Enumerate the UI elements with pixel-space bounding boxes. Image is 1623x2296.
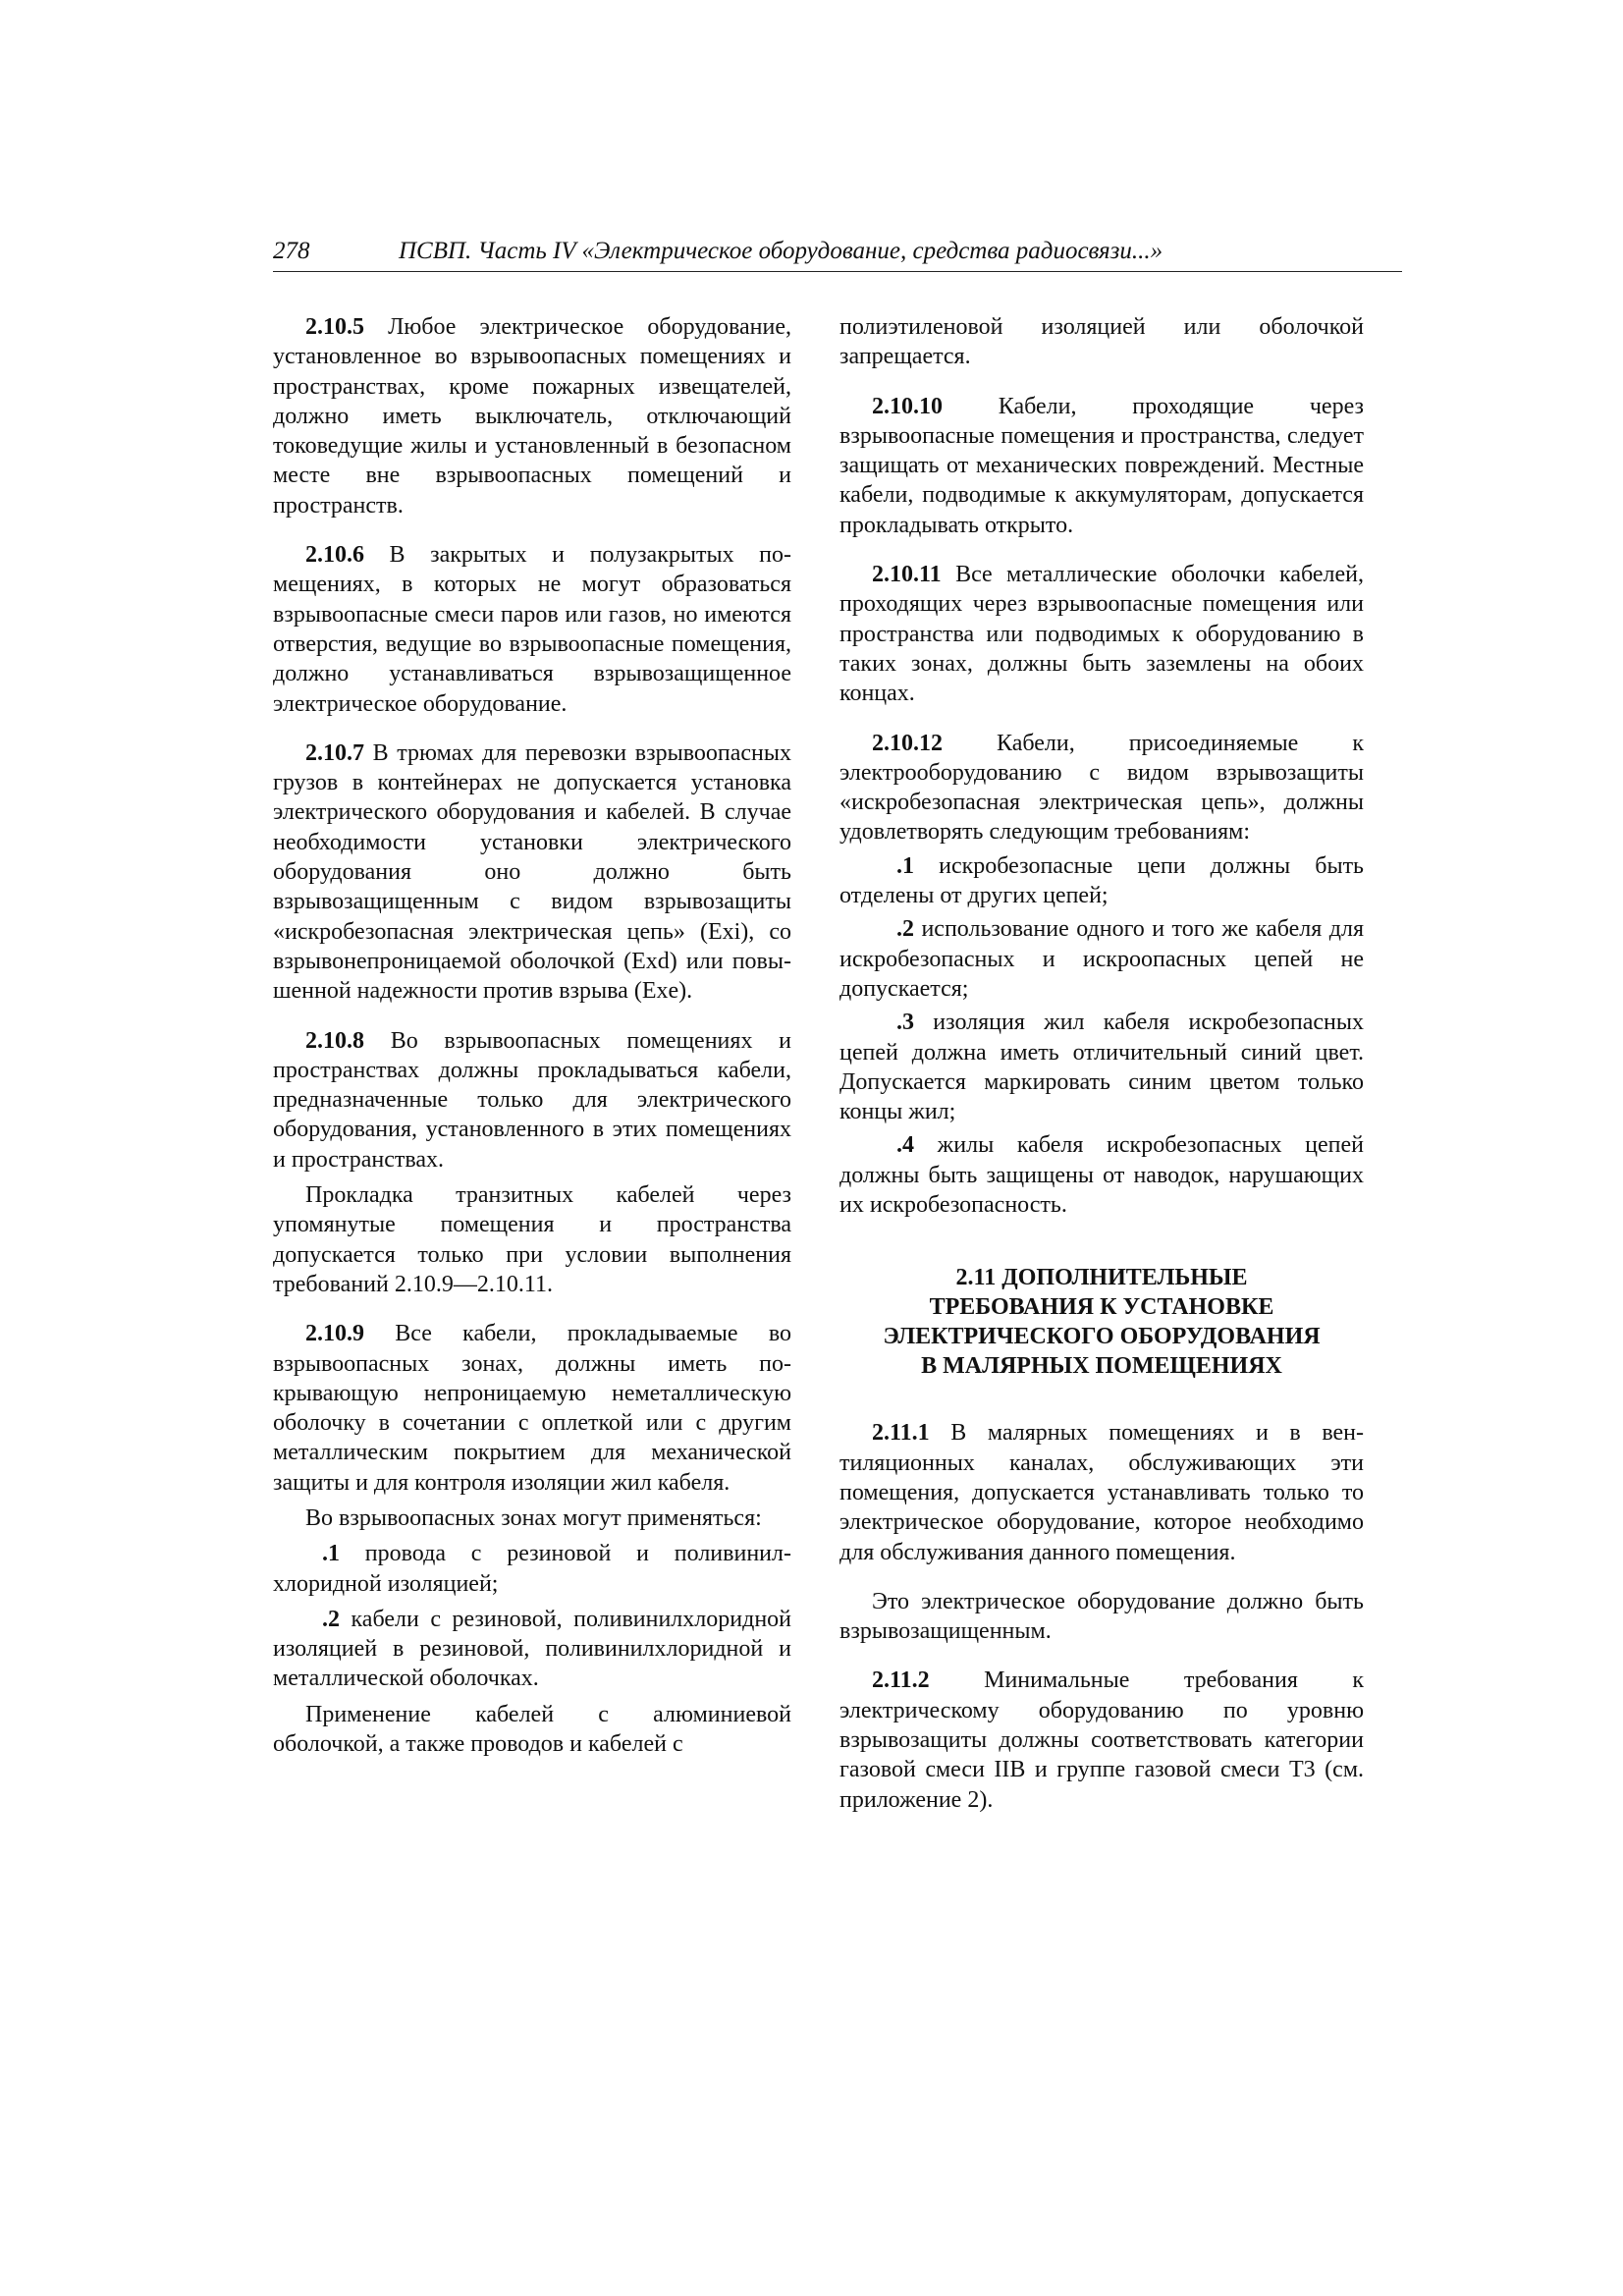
list-item-1 — [839, 851, 1364, 911]
section-heading-2-11 — [839, 1263, 1364, 1381]
paragraph-2-10-11 — [839, 560, 1364, 708]
paragraph-2-11-2 — [839, 1666, 1364, 1814]
clause-number: 2.11.2 — [872, 1667, 930, 1694]
paragraph-continued-from-left: полиэтиленовой изоляцией или оболочкой запрещается. — [839, 314, 1364, 370]
paragraph-2-10-8 — [273, 1026, 791, 1175]
item-number: .4 — [896, 1132, 914, 1159]
paragraph-2-11-1 — [839, 1418, 1364, 1566]
item-text: кабели с резиновой, поливинилхлоридной изоляцией в резиновой, поливинилхлоридной и металлической оболочках. — [273, 1606, 791, 1692]
clause-text: В трюмах для перевозки взрывоопасных грузов в контейнерах не допускается установка электрического оборудования и кабелей. В случае необходимости установки электрического оборудования оно должно быть взрывозащищенным с видом взрывозащиты «искробезопасная электрическая цепь» (Exi), со взрывонепроницаемой оболочкой (Exd) или повышенной надежности против взрыва (Exe). — [273, 739, 791, 1005]
item-text: искробезопасные цепи должны быть отделены от других цепей; — [839, 852, 1364, 909]
item-number: .3 — [896, 1010, 914, 1036]
section-heading-line: В МАЛЯРНЫХ ПОМЕЩЕНИЯХ — [921, 1353, 1282, 1380]
right-column — [839, 312, 1364, 1815]
list-item-4 — [839, 1130, 1364, 1220]
running-title: ПСВП. Часть IV «Электрическое оборудование, средства радиосвязи...» — [399, 238, 1163, 264]
section-heading-line: ЭЛЕКТРИЧЕСКОГО ОБОРУДОВАНИЯ — [883, 1324, 1321, 1350]
clause-text: Во взрывоопасных помещениях и пространствах должны прокладываться кабели, предназначенные только для электрического оборудования, установленного в этих помещениях и пространствах. — [273, 1027, 791, 1173]
clause-text: Все металлические оболочки кабелей, проходящих через взрывоопасные помещения или пространства или подводимых к оборудованию в таких зонах, должны быть заземлены на обоих концах. — [839, 562, 1364, 707]
paragraph-2-10-10 — [839, 392, 1364, 540]
item-number: .2 — [322, 1606, 340, 1632]
item-number: .2 — [896, 916, 914, 943]
clause-text: Кабели, присоединяемые к электрооборудованию с видом взрывозащиты «искробезопасная электрическая цепь», должны удовлетворять следующим требованиям: — [839, 730, 1364, 846]
paragraph-2-10-9 — [273, 1319, 791, 1498]
page-number: 278 — [273, 238, 310, 264]
section-heading-line: ТРЕБОВАНИЯ К УСТАНОВКЕ — [929, 1294, 1274, 1321]
clause-number: 2.10.6 — [305, 542, 364, 569]
clause-number: 2.10.9 — [305, 1321, 364, 1347]
clause-number: 2.10.11 — [872, 562, 942, 588]
clause-text: Все кабели, прокладываемые во взрывоопасных зонах, должны иметь покрывающую непроницаемую неметаллическую оболочку в сочетании с оплеткой или с другим металлическим покрытием для механической защиты и для контроля изоляции жил кабеля. — [273, 1321, 791, 1496]
item-text: жилы кабеля искробезопасных цепей должны быть защищены от наводок, нарушающих их искробезопасность. — [839, 1132, 1364, 1219]
paragraph-2-10-7 — [273, 738, 791, 1007]
clause-number: 2.11.1 — [872, 1420, 930, 1447]
clause-text: Кабели, проходящие через взрывоопасные помещения и пространства, следует защищать от механических повреждений. Местные кабели, подводимые к аккумуляторам, допускается прокладывать открыто. — [839, 393, 1364, 538]
paragraph-2-10-12 — [839, 729, 1364, 847]
left-column — [273, 312, 791, 1759]
paragraph-2-10-8-continued: Прокладка транзитных кабелей через упомянутые помещения и пространства допускается только при условии выполнения требований 2.10.9—2.10.11. — [273, 1182, 791, 1297]
paragraph-2-10-5 — [273, 312, 791, 520]
clause-number: 2.10.12 — [872, 730, 943, 756]
clause-text: Минимальные требования к электрическому оборудованию по уровню взрывозащиты должны соответствовать категории газовой смеси IIB и группе газовой смеси T3 (см. приложение 2). — [839, 1667, 1364, 1813]
item-number: .1 — [896, 852, 914, 879]
list-item-2 — [839, 914, 1364, 1004]
clause-text: В закрытых и полузакрытых помещениях, в которых не могут образоваться взрывоопасные смеси паров или газов, но имеются отверстия, ведущие во взрывоопасные помещения, должно устанавливаться взрывозащищенное электрическое оборудование. — [273, 542, 791, 717]
section-heading-line: 2.11 ДОПОЛНИТЕЛЬНЫЕ — [955, 1265, 1248, 1291]
clause-number: 2.10.5 — [305, 314, 364, 340]
paragraph-2-10-9-continued: Во взрывоопасных зонах могут применяться: — [305, 1504, 762, 1531]
list-item-3 — [839, 1008, 1364, 1126]
item-text: провода с резиновой и поливинилхлоридной изоляцией; — [273, 1541, 791, 1597]
page-header — [273, 238, 1402, 272]
paragraph-aluminium-cables: Применение кабелей с алюминиевой оболочкой, а также проводов и кабелей с — [273, 1701, 791, 1758]
item-text: использование одного и того же кабеля для искробезопасных и искроопасных цепей не допускается; — [839, 916, 1364, 1002]
list-item-2 — [273, 1605, 791, 1694]
item-text: изоляция жил кабеля искробезопасных цепей должна иметь отличительный синий цвет. Допускается маркировать синим цветом только концы жил; — [839, 1010, 1364, 1125]
clause-text: Любое электрическое оборудование, установленное во взрывоопасных помещениях и пространствах, кроме пожарных извещателей, должно иметь выключатель, отключающий токоведущие жилы и установленный в безопасном месте вне взрывоопасных помещений и пространств. — [273, 314, 791, 519]
clause-number: 2.10.7 — [305, 739, 364, 766]
clause-number: 2.10.8 — [305, 1027, 364, 1054]
list-item-1 — [273, 1539, 791, 1599]
item-number: .1 — [322, 1541, 340, 1567]
paragraph-2-11-1-continued: Это электрическое оборудование должно быть взрывозащищенным. — [839, 1588, 1364, 1645]
paragraph-2-10-6 — [273, 540, 791, 719]
clause-text: В малярных помещениях и в вентиляционных каналах, обслуживающих эти помещения, допускается устанавливать только то электрическое оборудование, которое необходимо для обслуживания данного помещения. — [839, 1420, 1364, 1565]
clause-number: 2.10.10 — [872, 393, 943, 419]
